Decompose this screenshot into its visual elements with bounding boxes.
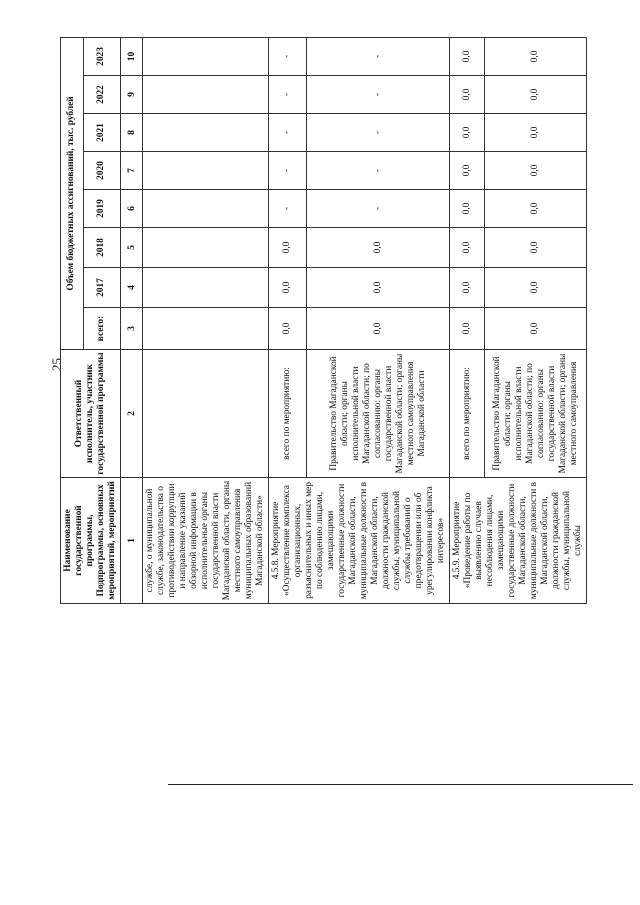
measure-name-cell: 4.5.8. Мероприятие «Осуществление комплекса организационных, разъяснительных и иных мер по соблюдению лицами, замещающими государственные должности Магаданской области, муниципальные должности в Магаданской области, должности гражданской службы, муниципальной службы требований о предотвращении или об урегулировании конфликта интересов»: [269, 478, 450, 604]
column-number: 1: [121, 478, 143, 604]
header-budget: Объем бюджетных ассигнований, тыс. рублей: [61, 37, 84, 349]
value-cell: 0,0: [450, 114, 485, 152]
value-cell: 0,0: [307, 268, 450, 308]
column-number: 7: [121, 152, 143, 190]
value-cell: 0,0: [450, 228, 485, 268]
header-program-name: Наименование государственной программы, Подпрограммы, основных мероприятий, мероприятий: [61, 478, 121, 604]
header-executor: Ответственный исполнитель, участник государственной программы: [61, 350, 121, 478]
value-cell: 0,0: [269, 268, 307, 308]
header-year: 2018: [83, 228, 121, 268]
budget-table-container: [60, 38, 604, 604]
header-total: всего:: [83, 308, 121, 350]
value-cell: 0,0: [485, 228, 587, 268]
column-number: 9: [121, 76, 143, 114]
page-number: 25: [49, 358, 64, 371]
column-number: 8: [121, 114, 143, 152]
header-year: 2022: [83, 76, 121, 114]
executor-cell: Правительство Магаданской области; органы исполнительной власти Магаданской области; по согласованию: органы государственной власти Магаданской области; органы местного самоуправления Магаданской области: [307, 350, 450, 478]
value-cell: 0,0: [485, 190, 587, 228]
value-cell: -: [269, 114, 307, 152]
executor-cell: Правительство Магаданской области; органы исполнительной власти Магаданской области; по согласованию: органы государственной власти Магаданской области; органы местного самоуправления: [485, 350, 587, 478]
column-number: 2: [121, 350, 143, 478]
value-cell: 0,0: [269, 308, 307, 350]
header-year: 2023: [83, 37, 121, 75]
budget-table: [60, 37, 587, 604]
value-cell: [143, 114, 269, 152]
value-cell: 0,0: [307, 308, 450, 350]
value-cell: [143, 76, 269, 114]
value-cell: 0,0: [485, 308, 587, 350]
value-cell: -: [307, 152, 450, 190]
value-cell: -: [269, 190, 307, 228]
value-cell: [143, 268, 269, 308]
header-year: 2017: [83, 268, 121, 308]
header-year: 2021: [83, 114, 121, 152]
value-cell: -: [307, 190, 450, 228]
table-row: [143, 37, 269, 603]
value-cell: 0,0: [485, 37, 587, 75]
value-cell: 0,0: [450, 37, 485, 75]
value-cell: [143, 190, 269, 228]
executor-total-cell: всего по мероприятию:: [269, 350, 307, 478]
value-cell: -: [269, 76, 307, 114]
column-number: 10: [121, 37, 143, 75]
value-cell: -: [307, 37, 450, 75]
value-cell: 0,0: [450, 190, 485, 228]
column-number: 5: [121, 228, 143, 268]
value-cell: -: [307, 114, 450, 152]
value-cell: [143, 37, 269, 75]
header-year: 2020: [83, 152, 121, 190]
value-cell: 0,0: [307, 228, 450, 268]
value-cell: -: [269, 37, 307, 75]
value-cell: -: [269, 152, 307, 190]
value-cell: [143, 152, 269, 190]
header-year: 2019: [83, 190, 121, 228]
table-row: [450, 37, 485, 603]
executor-total-cell: всего по мероприятию:: [450, 350, 485, 478]
value-cell: 0,0: [485, 268, 587, 308]
value-cell: 0,0: [485, 114, 587, 152]
value-cell: -: [307, 76, 450, 114]
value-cell: 0,0: [485, 152, 587, 190]
value-cell: 0,0: [450, 152, 485, 190]
column-number: 4: [121, 268, 143, 308]
value-cell: 0,0: [450, 268, 485, 308]
value-cell: 0,0: [450, 308, 485, 350]
value-cell: 0,0: [450, 76, 485, 114]
scan-divider-line: [168, 784, 633, 785]
table-row: [269, 37, 307, 603]
value-cell: [143, 308, 269, 350]
measure-name-cell: 4.5.9. Мероприятие «Проведение работы по выявлению случаев несоблюдения лицами, замещающими государственные должности Магаданской области, муниципальные должности в Магаданской области, должности гражданской службы, муниципальной службы: [450, 478, 587, 604]
value-cell: 0,0: [485, 76, 587, 114]
value-cell: 0,0: [269, 228, 307, 268]
column-number: 3: [121, 308, 143, 350]
measure-name-cell: службе, о муниципальной службе, законодательства о противодействии коррупции и направление указаний обзорной информации в исполнительные органы государственной власти Магаданской области, органы местного самоуправления муниципальных образований Магаданской области»: [143, 478, 269, 604]
column-number: 6: [121, 190, 143, 228]
executor-cell: [143, 350, 269, 478]
value-cell: [143, 228, 269, 268]
